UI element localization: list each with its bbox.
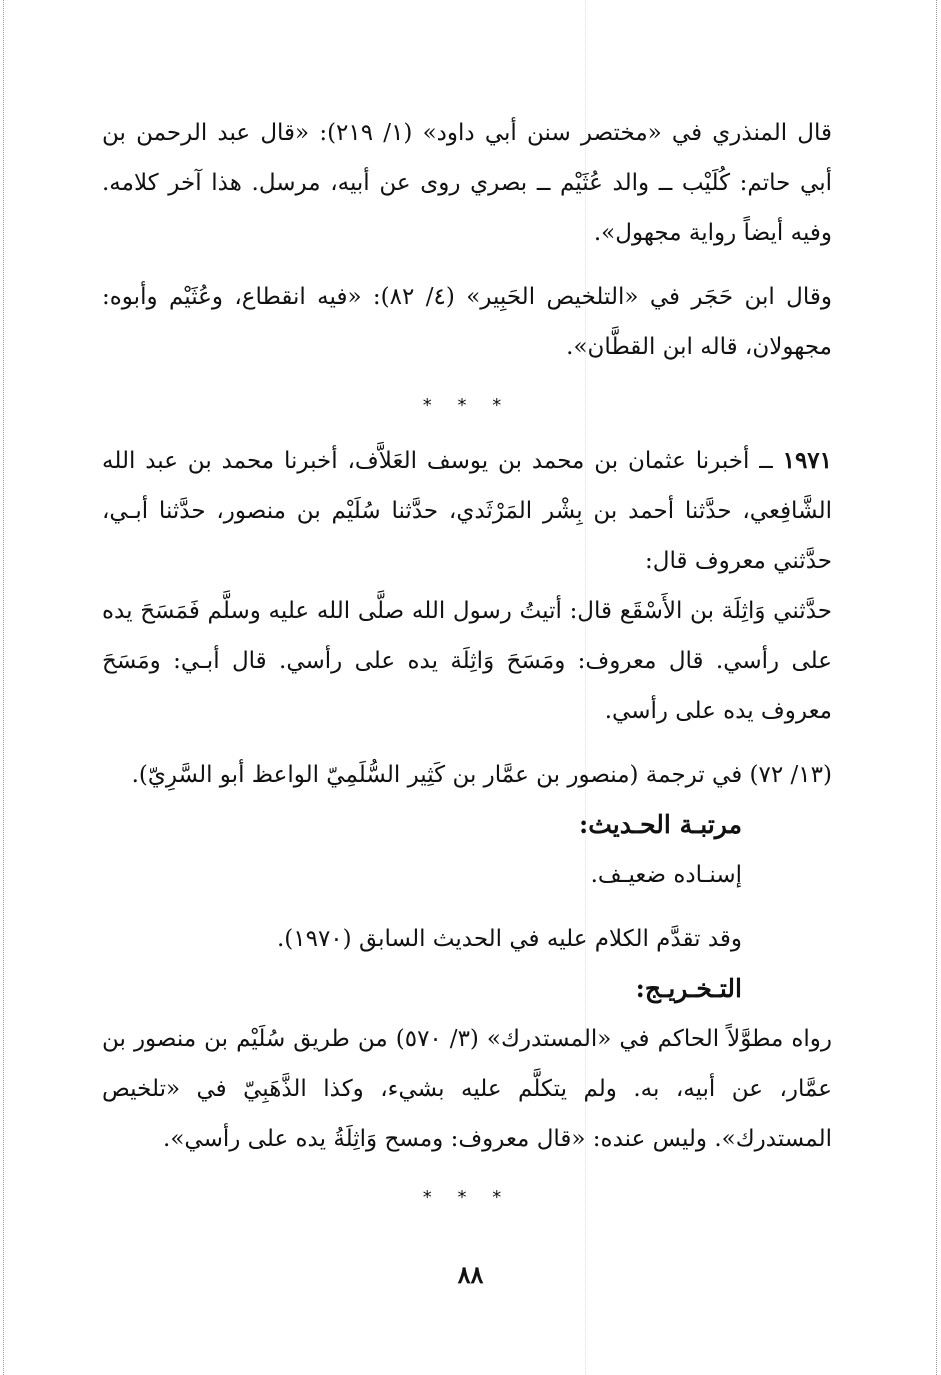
hadith-rank-text: إسنـاده ضعيـف.	[590, 862, 742, 888]
paragraph-previous-hadith-note: وقد تقدَّم الكلام عليه في الحديث السابق (١٩٧٠).	[276, 926, 742, 952]
page-number: ٨٨	[457, 1260, 484, 1289]
section-separator-2: * * *	[422, 1187, 512, 1208]
heading-takhrij: التـخـريـج:	[635, 974, 742, 1003]
paragraph-source-reference: (١٣/ ٧٢) في ترجمة (منصور بن عمَّار بن كَثِير السُّلَمِيّ الواعظ أبو السَّرِيّ).	[131, 762, 832, 788]
paragraph-takhrij-text: رواه مطوَّلاً الحاكم في «المستدرك» (٣/ ٥٧٠) من طريق سُلَيْم بن منصور بن عمَّار، عن أبيه، به. ولم يتكلَّم عليه بشيء، وكذا الذَّهَبِيّ في «تلخيص المستدرك». وليس عنده: «قال معروف: ومسح وَاثِلَةُ يده على رأسي».	[102, 1026, 832, 1152]
hadith-number: ١٩٧١	[782, 447, 833, 474]
paragraph-hadith-isnad	[102, 436, 832, 586]
scan-edge-left	[3, 0, 4, 1375]
paragraph-hadith-matn: حدَّثني وَاثِلَة بن الأَسْقَع قال: أتيتُ رسول الله صلَّى الله عليه وسلَّم فَمَسَحَ يده على رأسي. قال معروف: ومَسَحَ وَاثِلَة يده على رأسي. قال أبـي: ومَسَحَ معروف يده على رأسي.	[102, 598, 832, 724]
heading-hadith-rank: مرتبـة الحـديث:	[578, 810, 742, 839]
paragraph-ibn-hajar-quote: وقال ابن حَجَر في «التلخيص الحَبِير» (٤/ ٨٢): «فيه انقطاع، وعُثَيْم وأبوه: مجهولان، قاله ابن القطَّان».	[102, 284, 833, 360]
page-body	[102, 108, 832, 1228]
scan-edge-right	[936, 0, 937, 1375]
hadith-isnad-text: ــ أخبرنا عثمان بن محمد بن يوسف العَلاَّف، أخبرنا محمد بن عبد الله الشَّافِعي، حدَّثنا أحمد بن بِشْر المَرْثَدي، حدَّثنا سُلَيْم بن منصور، حدَّثنا أبـي، حدَّثني معروف قال:	[102, 448, 832, 574]
section-separator-1: * * *	[422, 395, 512, 416]
paragraph-mundhiri-quote: قال المنذري في «مختصر سنن أبي داود» (١/ ٢١٩): «قال عبد الرحمن بن أبي حاتم: كُلَيْب ــ والد عُثَيْم ــ بصري روى عن أبيه، مرسل. هذا آخر كلامه. وفيه أيضاً رواية مجهول».	[102, 120, 832, 246]
